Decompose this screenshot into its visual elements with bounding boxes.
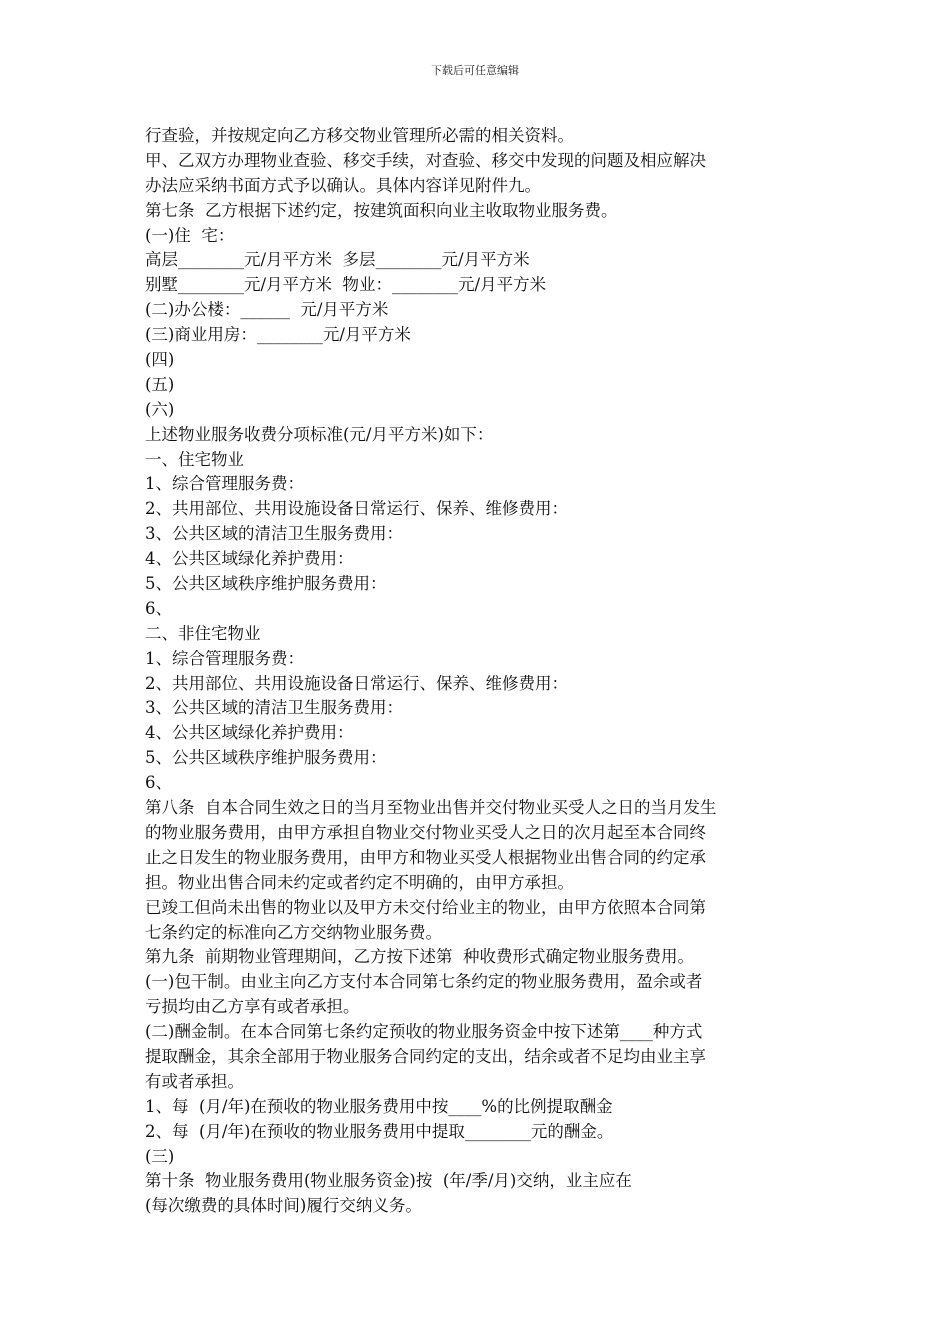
text-line: 有或者承担。 xyxy=(145,1071,244,1091)
text-line: 1、综合管理服务费： xyxy=(145,648,304,668)
text-line: 一、住宅物业 xyxy=(145,449,244,469)
text-line: 行查验，并按规定向乙方移交物业管理所必需的相关资料。 xyxy=(145,126,574,145)
text-line: 别墅________元/月平方米 物业：________元/月平方米 xyxy=(145,275,547,295)
text-line: 2、共用部位、共用设施设备日常运行、保养、维修费用： xyxy=(145,673,568,693)
text-line: (二)办公楼：______ 元/月平方米 xyxy=(145,300,389,320)
text-line: 5、公共区域秩序维护服务费用： xyxy=(145,574,387,594)
text-line: 6、 xyxy=(145,598,172,618)
text-line: 第九条 前期物业管理期间，乙方按下述第 种收费形式确定物业服务费用。 xyxy=(145,947,694,967)
text-line: 甲、乙双方办理物业查验、移交手续，对查验、移交中发现的问题及相应解决 xyxy=(145,150,706,170)
text-line: 二、非住宅物业 xyxy=(145,623,261,643)
text-line: 上述物业服务收费分项标准(元/月平方米)如下： xyxy=(145,424,494,444)
text-line: 1、每 (月/年)在预收的物业服务费用中按____%的比例提取酬金 xyxy=(145,1096,613,1116)
text-line: 第七条 乙方根据下述约定，按建筑面积向业主收取物业服务费。 xyxy=(145,200,618,220)
text-line: 2、共用部位、共用设施设备日常运行、保养、维修费用： xyxy=(145,499,568,519)
text-line: 亏损均由乙方享有或者承担。 xyxy=(145,997,360,1017)
text-line: 七条约定的标准向乙方交纳物业服务费。 xyxy=(145,922,442,942)
text-line: (三)商业用房：________元/月平方米 xyxy=(145,325,411,345)
text-line: 第八条 自本合同生效之日的当月至物业出售并交付物业买受人之日的当月发生 xyxy=(145,798,717,818)
text-line: 6、 xyxy=(145,773,172,793)
text-line: 3、公共区域的清洁卫生服务费用： xyxy=(145,524,403,544)
text-line: (一)住 宅： xyxy=(145,225,235,245)
text-line: 担。物业出售合同未约定或者约定不明确的，由甲方承担。 xyxy=(145,872,574,892)
text-line: (二)酬金制。在本合同第七条约定预收的物业服务资金中按下述第____种方式 xyxy=(145,1022,703,1042)
text-line: 3、公共区域的清洁卫生服务费用： xyxy=(145,698,403,718)
text-line: (五) xyxy=(145,374,175,394)
text-line: 2、每 (月/年)在预收的物业服务费用中提取________元的酬金。 xyxy=(145,1121,614,1141)
text-line: 提取酬金，其余全部用于物业服务合同约定的支出，结余或者不足均由业主享 xyxy=(145,1046,706,1066)
text-line: (三) xyxy=(145,1146,175,1166)
text-line: (四) xyxy=(145,350,175,370)
text-line: 4、公共区域绿化养护费用： xyxy=(145,723,354,743)
text-line: 第十条 物业服务费用(物业服务资金)按 (年/季/月)交纳，业主应在 xyxy=(145,1171,632,1191)
page-header: 下载后可任意编辑 xyxy=(431,64,519,77)
text-line: (每次缴费的具体时间)履行交纳义务。 xyxy=(145,1196,422,1216)
text-line: 已竣工但尚未出售的物业以及甲方未交付给业主的物业，由甲方依照本合同第 xyxy=(145,897,706,917)
text-line: 的物业服务费用，由甲方承担自物业交付物业买受人之日的次月起至本合同终 xyxy=(145,822,706,842)
text-line: 4、公共区域绿化养护费用： xyxy=(145,549,354,569)
text-line: (一)包干制。由业主向乙方支付本合同第七条约定的物业服务费用，盈余或者 xyxy=(145,972,703,992)
text-line: (六) xyxy=(145,399,175,419)
text-line: 1、综合管理服务费： xyxy=(145,474,304,494)
text-line: 办法应采纳书面方式予以确认。具体内容详见附件九。 xyxy=(145,175,541,195)
document-body xyxy=(145,124,810,1219)
text-line: 5、公共区域秩序维护服务费用： xyxy=(145,748,387,768)
text-line: 止之日发生的物业服务费用，由甲方和物业买受人根据物业出售合同的约定承 xyxy=(145,847,706,867)
text-line: 高层________元/月平方米 多层________元/月平方米 xyxy=(145,250,530,270)
